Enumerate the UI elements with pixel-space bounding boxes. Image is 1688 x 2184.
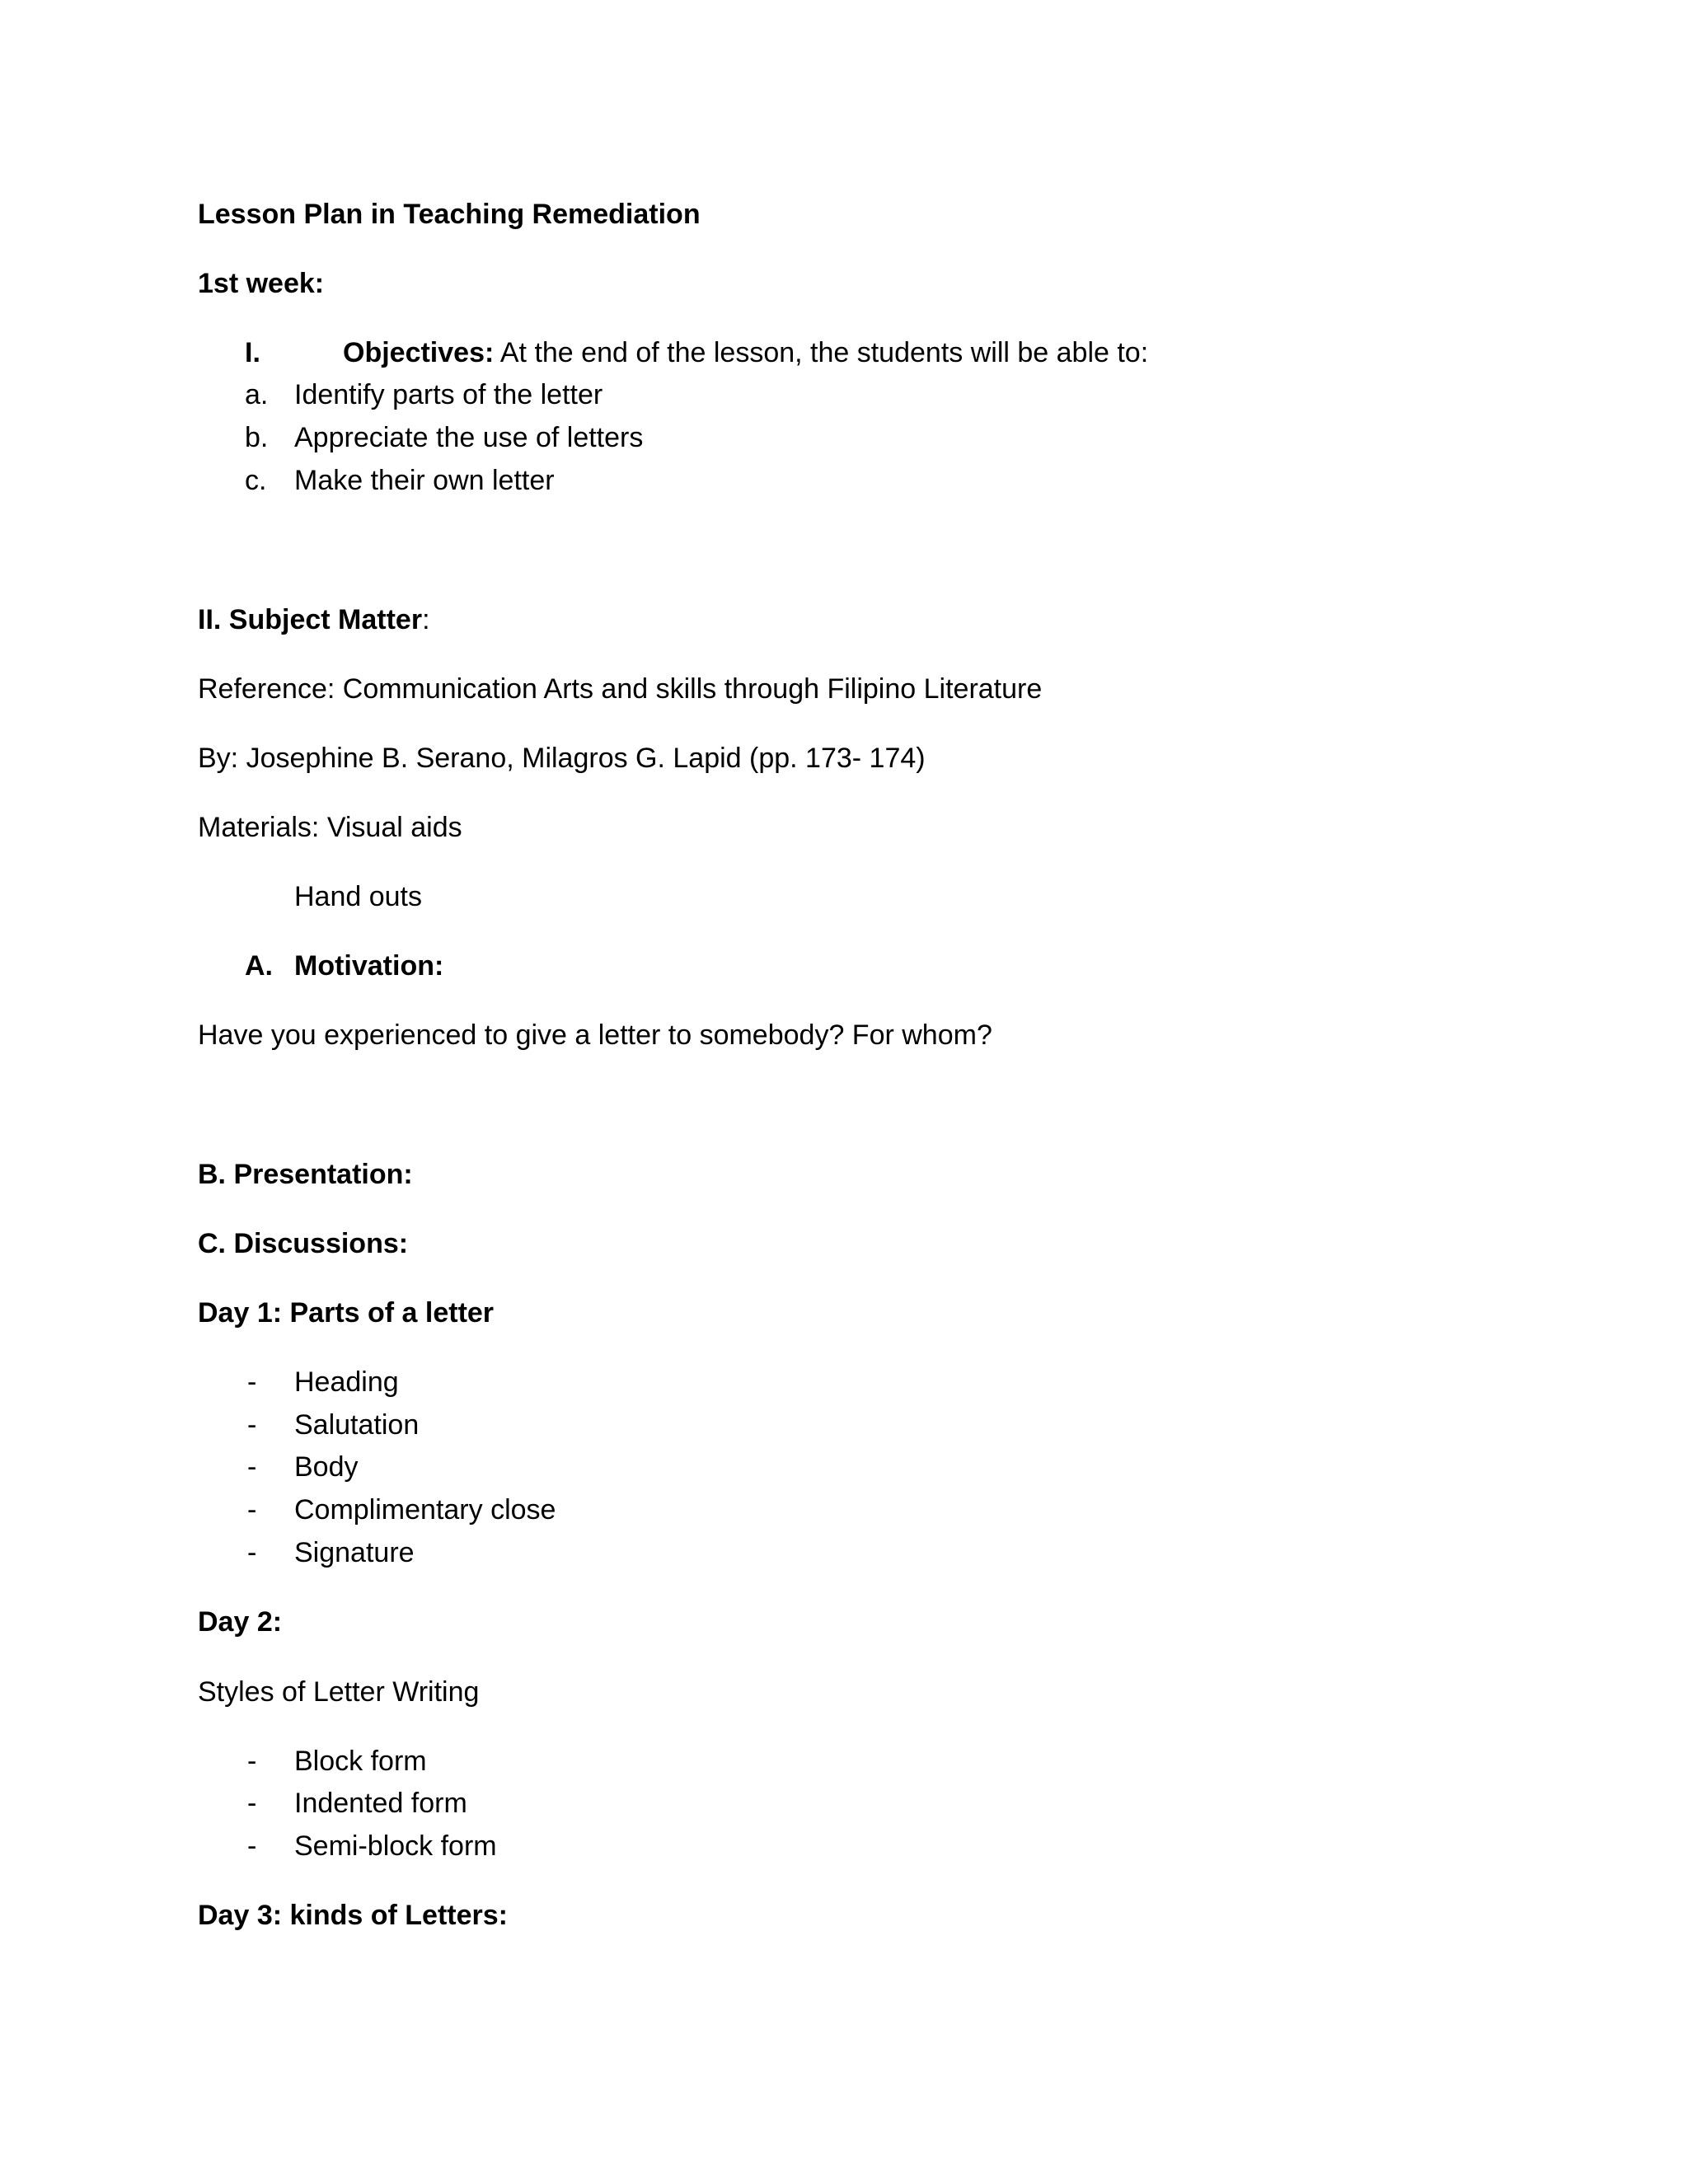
- bullet-dash: -: [247, 1746, 257, 1777]
- motivation-marker: A.: [245, 950, 273, 982]
- objective-item: Make their own letter: [294, 465, 555, 496]
- bullet-dash: -: [247, 1366, 257, 1398]
- subject-matter-label: II. Subject Matter: [198, 604, 423, 635]
- motivation-label: Motivation:: [294, 950, 444, 982]
- list-item: Semi-block form: [294, 1830, 497, 1862]
- bullet-dash: -: [247, 1537, 257, 1568]
- day2-heading: Day 2:: [198, 1606, 283, 1638]
- reference-line: Reference: Communication Arts and skills through Filipino Literature: [198, 673, 1043, 705]
- subject-matter-heading: [198, 602, 430, 638]
- list-item: Indented form: [294, 1788, 467, 1819]
- bullet-dash: -: [247, 1451, 257, 1483]
- objectives-numeral: I.: [245, 337, 260, 368]
- bullet-dash: -: [247, 1788, 257, 1819]
- list-item: Signature: [294, 1537, 415, 1568]
- day1-heading: Day 1: Parts of a letter: [198, 1297, 495, 1329]
- week-label: 1st week:: [198, 268, 325, 299]
- subject-matter-colon: :: [422, 604, 430, 635]
- objective-marker: c.: [245, 465, 267, 496]
- list-item: Body: [294, 1451, 359, 1483]
- materials-line: Materials: Visual aids: [198, 812, 462, 843]
- discussions-heading: C. Discussions:: [198, 1228, 409, 1259]
- list-item: Salutation: [294, 1409, 420, 1441]
- objectives-line: [343, 335, 1148, 371]
- author-line: By: Josephine B. Serano, Milagros G. Lapid (pp. 173- 174): [198, 743, 926, 774]
- day3-heading: Day 3: kinds of Letters:: [198, 1900, 508, 1931]
- objective-item: Appreciate the use of letters: [294, 422, 644, 453]
- list-item: Block form: [294, 1746, 427, 1777]
- objectives-label: Objectives:: [343, 337, 495, 368]
- objective-marker: b.: [245, 422, 269, 453]
- motivation-question: Have you experienced to give a letter to somebody? For whom?: [198, 1019, 992, 1051]
- bullet-dash: -: [247, 1830, 257, 1862]
- materials-line-2: Hand outs: [294, 881, 422, 912]
- list-item: Complimentary close: [294, 1494, 556, 1526]
- objective-marker: a.: [245, 379, 269, 410]
- bullet-dash: -: [247, 1409, 257, 1441]
- objectives-text: At the end of the lesson, the students will be able to:: [494, 337, 1149, 368]
- presentation-heading: B. Presentation:: [198, 1159, 413, 1190]
- day2-subtitle: Styles of Letter Writing: [198, 1676, 480, 1708]
- objective-item: Identify parts of the letter: [294, 379, 603, 410]
- bullet-dash: -: [247, 1494, 257, 1526]
- document-title: Lesson Plan in Teaching Remediation: [198, 199, 701, 230]
- list-item: Heading: [294, 1366, 399, 1398]
